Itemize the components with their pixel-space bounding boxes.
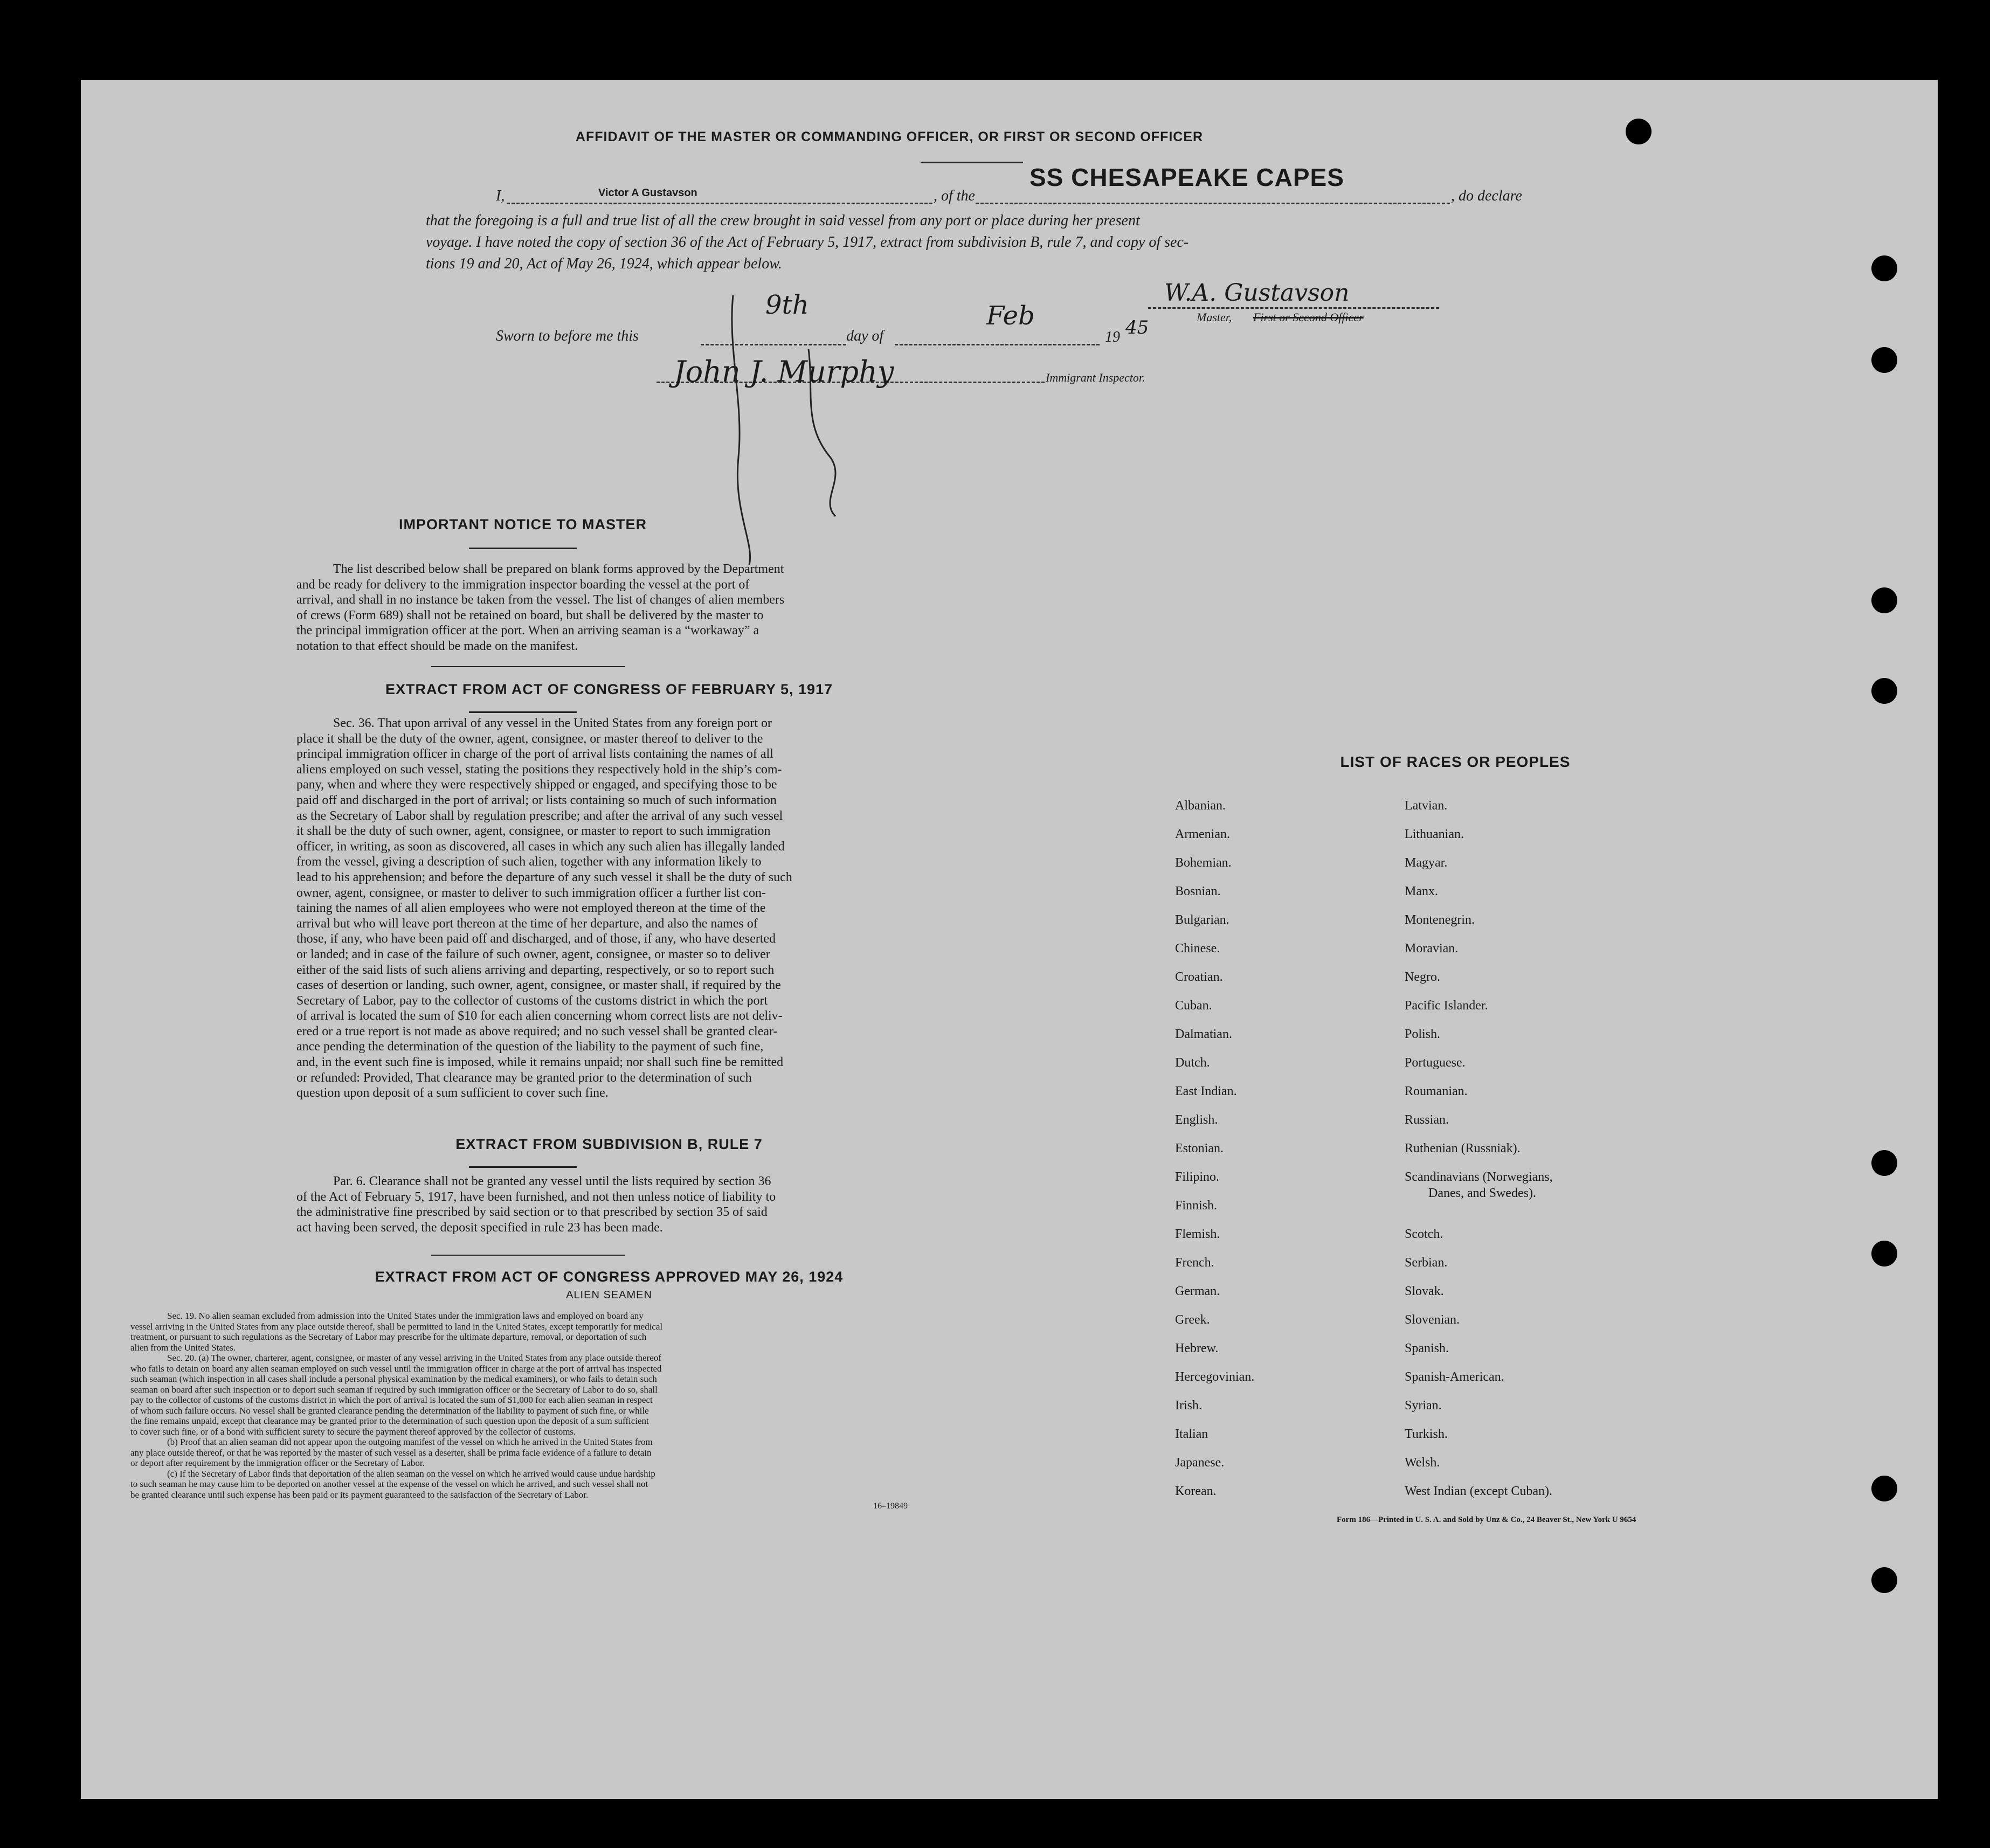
notice-title: IMPORTANT NOTICE TO MASTER (399, 516, 647, 532)
notice-line: and be ready for delivery to the immigration inspector boarding the vessel at the port of (296, 577, 750, 592)
race-right-item: Serbian. (1405, 1256, 1448, 1270)
race-right-item: West Indian (except Cuban). (1405, 1484, 1552, 1498)
act1924-line: treatment, or pursuant to such regulations as the Secretary of Labor may prescribe for the ultimate departure, removal, or deportation of such (130, 1332, 647, 1342)
race-right-item: Montenegrin. (1405, 913, 1475, 927)
act1917-line: or landed; and in case of the failure of such owner, agent, consignee, or master so to deliver (296, 947, 770, 961)
affidavit-line-4: tions 19 and 20, Act of May 26, 1924, which appear below. (426, 255, 782, 272)
act1924-line: to cover such fine, or of a bond with sufficient surety to secure the payment thereof approved by the collector of customs. (130, 1426, 576, 1437)
act1924-line: the fine remains unpaid, except that clearance may be granted prior to the determination of such question upon the deposit of a sum sufficient (130, 1416, 649, 1426)
punch-hole (1871, 587, 1897, 613)
affidavit-title: AFFIDAVIT OF THE MASTER OR COMMANDING OFFICER, OR FIRST OR SECOND OFFICER (575, 129, 1204, 144)
affidavit-line-2: that the foregoing is a full and true list of all the crew brought in said vessel from any port or place during her present (426, 212, 1140, 229)
act1917-body (296, 716, 922, 1101)
title-rule (921, 162, 1023, 163)
master-sig-blank (1148, 307, 1439, 309)
act1917-title: EXTRACT FROM ACT OF CONGRESS OF FEBRUARY 5, 1917 (385, 681, 833, 697)
act1924-subtitle: ALIEN SEAMEN (566, 1289, 652, 1301)
act1917-line: officer, in writing, as soon as discovered, all cases in which any such alien has illegally landed (296, 839, 785, 854)
punch-hole (1871, 255, 1897, 281)
act1917-line: Secretary of Labor, pay to the collector of customs of the customs district in which the port (296, 993, 768, 1008)
do-declare-label: , do declare (1451, 188, 1522, 204)
notice-line: The list described below shall be prepared on blank forms approved by the Department (333, 562, 784, 576)
sworn-month: Feb (986, 301, 1035, 331)
race-right-item: Moravian. (1405, 942, 1459, 956)
vessel-name-stamp: SS CHESAPEAKE CAPES (1029, 163, 1344, 191)
race-right-item: Polish. (1405, 1027, 1441, 1041)
of-the-label: , of the (934, 188, 975, 204)
notice-line: of crews (Form 689) shall not be retained on board, but shall be delivered by the master to (296, 608, 764, 622)
rule7-title: EXTRACT FROM SUBDIVISION B, RULE 7 (455, 1136, 763, 1152)
race-left-item: Dalmatian. (1175, 1027, 1232, 1041)
rule7-line: of the Act of February 5, 1917, have been furnished, and not then unless notice of liability to (296, 1189, 776, 1204)
race-left-item: Chinese. (1175, 942, 1220, 956)
act1917-rule (469, 711, 577, 713)
act1917-line: principal immigration officer in charge of the port of arrival lists containing the names of all (296, 747, 773, 762)
race-left-item: Greek. (1175, 1313, 1210, 1327)
act1917-line: place it shall be the duty of the owner, agent, consignee, or master thereof to deliver to the (296, 731, 763, 746)
sworn-year: 45 (1125, 317, 1149, 338)
race-right-item: Pacific Islander. (1405, 999, 1488, 1013)
notice-body (296, 562, 922, 654)
name-blank (507, 203, 932, 204)
act1917-line: arrival but who will leave port thereon at the time of her departure, and also the names of (296, 916, 758, 931)
act1924-title: EXTRACT FROM ACT OF CONGRESS APPROVED MAY 26, 1924 (375, 1269, 844, 1285)
race-left-item: Korean. (1175, 1484, 1217, 1498)
race-left-item: German. (1175, 1284, 1220, 1298)
act1924-line: to such seaman he may cause him to be deported on another vessel at the expense of the vessel on which he arrived, and such vessel shall not (130, 1479, 648, 1489)
act1917-line: aliens employed on such vessel, stating the positions they respectively hold in the ship’s com- (296, 762, 782, 777)
form-code: 16–19849 (873, 1501, 908, 1511)
race-right-item: Lithuanian. (1405, 827, 1464, 841)
punch-hole (1871, 1150, 1897, 1176)
race-right-item: Scandinavians (Norwegians, (1405, 1170, 1553, 1184)
race-right-item: Slovak. (1405, 1284, 1444, 1298)
act1924-line: such seaman (which inspection in all cases shall include a personal physical examination by the medical examiners), or who fails to detain such (130, 1374, 657, 1384)
punch-hole (1626, 119, 1652, 144)
act1917-line: it shall be the duty of such owner, agent, consignee, or master to report to such immigration (296, 824, 771, 839)
act1917-line: lead to his apprehension; and before the departure of any such vessel it shall be the duty of such (296, 870, 792, 884)
race-left-item: Albanian. (1175, 799, 1226, 813)
race-right-item: Manx. (1405, 884, 1438, 898)
act1917-line: and, in the event such fine is imposed, while it remains unpaid; nor shall such fine be remitted (296, 1055, 784, 1070)
race-right-item: Danes, and Swedes). (1428, 1186, 1536, 1200)
race-left-item: Estonian. (1175, 1141, 1224, 1155)
inspector-signature-flourish (711, 285, 959, 576)
race-right-item: Turkish. (1405, 1427, 1448, 1441)
race-left-item: Dutch. (1175, 1056, 1210, 1070)
document-sheet (81, 80, 1938, 1799)
inspector-signature: John J. Murphy (674, 355, 894, 389)
act1924-line: Sec. 19. No alien seaman excluded from admission into the United States under the immigration laws and employed on board any (167, 1311, 644, 1321)
race-right-item: Portuguese. (1405, 1056, 1466, 1070)
act1924-line: alien from the United States. (130, 1342, 236, 1353)
race-left-item: Croatian. (1175, 970, 1223, 984)
act1917-line: of arrival is located the sum of $10 for each alien concerning whom correct lists are not deliv- (296, 1009, 783, 1023)
year-prefix: 19 (1105, 329, 1120, 345)
punch-hole (1871, 1241, 1897, 1266)
act1917-line: either of the said lists of such aliens arriving and departing, respectively, or so to report such (296, 963, 775, 977)
rule7-line: Par. 6. Clearance shall not be granted any vessel until the lists required by section 36 (333, 1174, 771, 1188)
rule7-line: the administrative fine prescribed by said section or to that prescribed by section 35 of said (296, 1205, 768, 1220)
act1924-line: be granted clearance until such expense has been paid or its payment guaranteed to the satisfaction of the Secretary of Labor. (130, 1489, 589, 1500)
act1917-line: from the vessel, giving a description of such alien, together with any information likely to (296, 855, 762, 869)
vessel-blank (976, 203, 1450, 204)
act1924-line: pay to the collector of customs of the customs district in which the port of arrival is located the sum of $1,000 for each alien seaman in respect (130, 1395, 653, 1405)
act1917-line: those, if any, who have been paid off and discharged, and of those, if any, who have deserted (296, 932, 776, 946)
race-left-item: French. (1175, 1256, 1214, 1270)
sworn-label: Sworn to before me this (496, 328, 639, 344)
punch-hole (1871, 347, 1897, 373)
act1917-line: ered or a true report is not made as above required; and no such vessel shall be granted clear- (296, 1024, 778, 1039)
race-right-item: Spanish-American. (1405, 1370, 1504, 1384)
race-left-item: Flemish. (1175, 1227, 1220, 1241)
section-divider (431, 666, 625, 667)
master-label: Master, (1197, 310, 1232, 324)
race-right-item: Negro. (1405, 970, 1440, 984)
race-right-item: Russian. (1405, 1113, 1449, 1127)
rule7-divider (431, 1255, 625, 1256)
race-left-item: East Indian. (1175, 1084, 1237, 1098)
race-right-item: Slovenian. (1405, 1313, 1460, 1327)
race-left-item: Bulgarian. (1175, 913, 1229, 927)
act1924-line: (c) If the Secretary of Labor finds that deportation of the alien seaman on the vessel on which he arrived would cause undue hardship (167, 1468, 655, 1479)
act1924-line: or deport after requirement by the immigration officer or the Secretary of Labor. (130, 1458, 425, 1468)
officer-name: Victor A Gustavson (598, 187, 697, 199)
master-struck-text: First or Second Officer (1253, 310, 1364, 324)
rule7-line: act having been served, the deposit specified in rule 23 has been made. (296, 1220, 663, 1235)
act1924-line: of whom such failure occurs. No vessel shall be granted clearance pending the determination of the liability to payment of such fine, or while (130, 1405, 649, 1416)
race-right-item: Latvian. (1405, 799, 1448, 813)
act1917-line: as the Secretary of Labor shall by regulation prescribe; and after the arrival of any such vessel (296, 808, 783, 823)
race-right-item: Magyar. (1405, 856, 1448, 870)
act1924-line: vessel arriving in the United States from any place outside thereof, shall be permitted to land in the United States, except temporarily for medical (130, 1321, 663, 1332)
form-printer-note: Form 186—Printed in U. S. A. and Sold by Unz & Co., 24 Beaver St., New York U 9654 (1337, 1515, 1636, 1524)
race-right-item: Ruthenian (Russniak). (1405, 1141, 1521, 1155)
race-right-item: Syrian. (1405, 1399, 1442, 1413)
act1924-line: who fails to detain on board any alien seaman employed on such vessel until the immigration officer in charge at the port of arrival has inspected (130, 1363, 662, 1374)
race-left-item: Bohemian. (1175, 856, 1232, 870)
notice-line: notation to that effect should be made on the manifest. (296, 639, 578, 653)
race-left-item: Filipino. (1175, 1170, 1220, 1184)
rule7-body (296, 1174, 922, 1235)
act1917-line: pany, when and where they were respectively shipped or engaged, and specifying those to be (296, 778, 777, 792)
act1917-line: Sec. 36. That upon arrival of any vessel in the United States from any foreign port or (333, 716, 772, 730)
act1924-line: any place outside thereof, or that he was reported by the master of such vessel as a deserter, shall be prima facie evidence of a failure to detain (130, 1447, 652, 1458)
day-of-label: day of (846, 328, 884, 344)
race-left-item: Hercegovinian. (1175, 1370, 1255, 1384)
punch-hole (1871, 1567, 1897, 1593)
act1917-line: or refunded: Provided, That clearance may be granted prior to the determination of such (296, 1070, 752, 1085)
affidavit-line-3: voyage. I have noted the copy of section 36 of the Act of February 5, 1917, extract from subdivision B, rule 7, and copy of sec- (426, 234, 1189, 251)
race-left-item: Finnish. (1175, 1199, 1218, 1213)
race-right-item: Scotch. (1405, 1227, 1443, 1241)
race-right-item: Spanish. (1405, 1341, 1449, 1355)
races-title: LIST OF RACES OR PEOPLES (1340, 753, 1571, 770)
master-signature: W.A. Gustavson (1164, 279, 1350, 307)
punch-hole (1871, 1476, 1897, 1501)
affidavit-i-label: I, (496, 188, 505, 204)
rule7-rule (469, 1166, 577, 1168)
race-left-item: Cuban. (1175, 999, 1212, 1013)
race-left-item: Italian (1175, 1427, 1208, 1441)
act1924-line: (b) Proof that an alien seaman did not appear upon the outgoing manifest of the vessel on which he arrived in the United States from (167, 1437, 653, 1447)
act1924-line: Sec. 20. (a) The owner, charterer, agent, consignee, or master of any vessel arriving in the United States from any place outside thereof (167, 1353, 661, 1363)
act1924-line: seaman on board after such inspection or to deport such seaman if required by such immigration officer or the Secretary of Labor to do so, shall (130, 1384, 658, 1395)
act1917-line: cases of desertion or landing, such owner, agent, consignee, or master shall, if required by the (296, 978, 781, 993)
notice-line: arrival, and shall in no instance be taken from the vessel. The list of changes of alien members (296, 593, 785, 607)
notice-rule (469, 548, 577, 549)
race-right-item: Welsh. (1405, 1456, 1440, 1470)
act1917-line: question upon deposit of a sum sufficient to cover such fine. (296, 1086, 609, 1101)
act1917-line: owner, agent, consignee, or master to deliver to such immigration officer a further list con- (296, 885, 766, 900)
act1917-line: ance pending the determination of the question of the liability to the payment of such fine, (296, 1040, 764, 1054)
notice-line: the principal immigration officer at the port. When an arriving seaman is a “workaway” a (296, 624, 759, 638)
race-left-item: Bosnian. (1175, 884, 1221, 898)
act1917-line: paid off and discharged in the port of arrival; or lists containing so much of such information (296, 793, 777, 807)
act1917-line: taining the names of all alien employees who were not employed thereon at the time of the (296, 901, 766, 916)
race-right-item: Roumanian. (1405, 1084, 1468, 1098)
race-left-item: Japanese. (1175, 1456, 1225, 1470)
race-left-item: Hebrew. (1175, 1341, 1219, 1355)
sworn-day: 9th (765, 290, 809, 320)
punch-hole (1871, 678, 1897, 704)
race-left-item: Armenian. (1175, 827, 1230, 841)
race-left-item: English. (1175, 1113, 1218, 1127)
inspector-label: Immigrant Inspector. (1046, 371, 1145, 384)
race-left-item: Irish. (1175, 1399, 1202, 1413)
act1924-body (130, 1311, 917, 1500)
